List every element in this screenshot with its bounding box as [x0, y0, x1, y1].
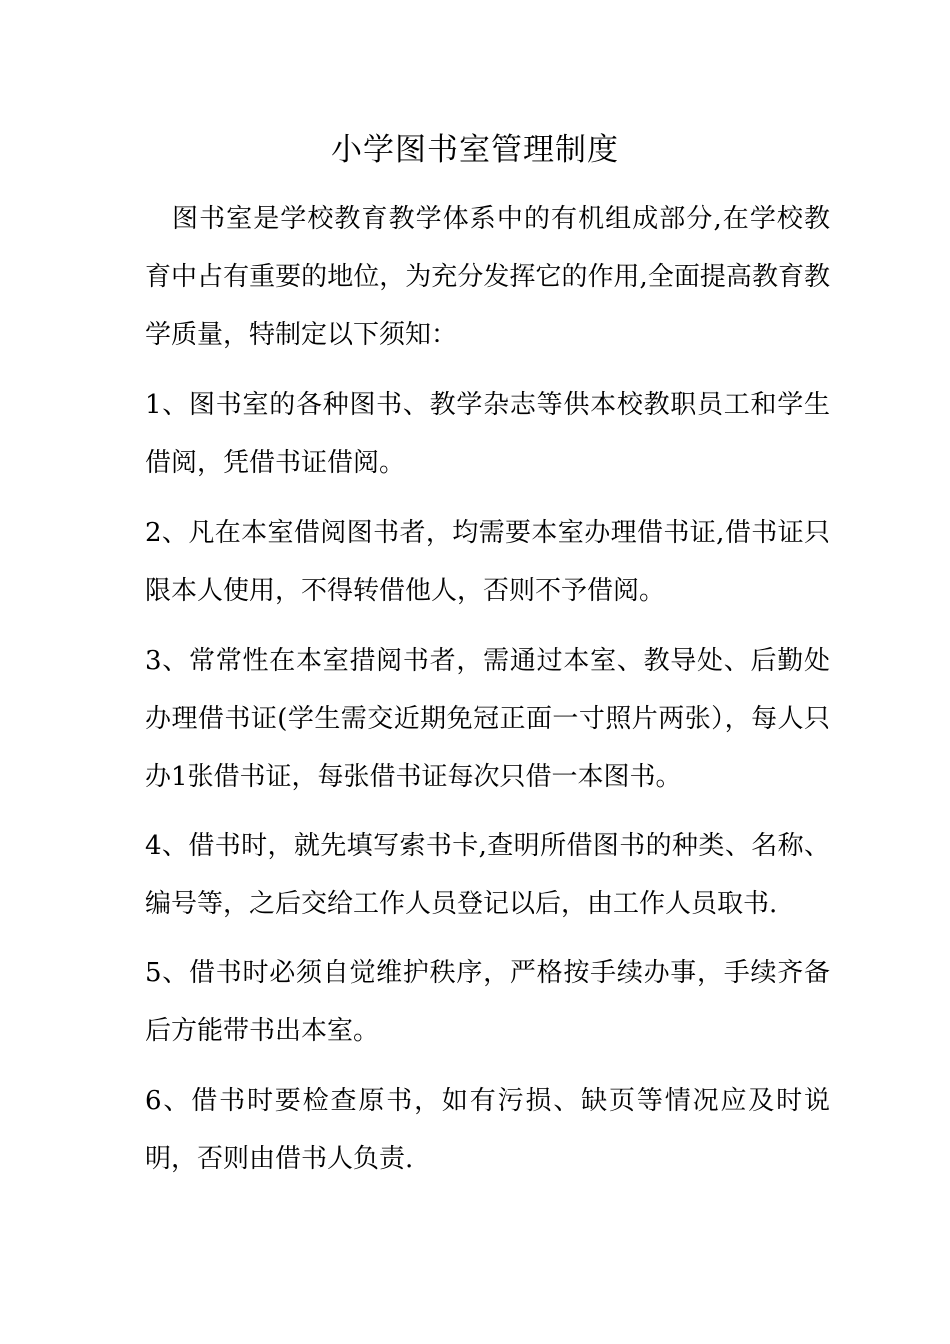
- page-title: 小学图书室管理制度: [331, 132, 619, 168]
- rule-1-paragraph: 1、图书室的各种图书、教学杂志等供本校教职员工和学生借阅，凭借书证借阅。: [145, 390, 830, 478]
- intro-paragraph: 图书室是学校教育教学体系中的有机组成部分,在学校教育中占有重要的地位，为充分发挥它的作用,全面提高教育教学质量，特制定以下须知：: [145, 204, 830, 350]
- rule-3-paragraph: 3、常常性在本室措阅书者，需通过本室、教导处、后勤处办理借书证(学生需交近期免冠正面一寸照片两张），每人只办1张借书证，每张借书证每次只借一本图书。: [145, 646, 830, 792]
- rule-5-paragraph: 5、借书时必须自觉维护秩序，严格按手续办事，手续齐备后方能带书出本室。: [145, 958, 830, 1046]
- rule-4-paragraph: 4、借书时，就先填写索书卡,查明所借图书的种类、名称、编号等，之后交给工作人员登记以后，由工作人员取书.: [145, 831, 830, 919]
- rule-2-paragraph: 2、凡在本室借阅图书者，均需要本室办理借书证,借书证只限本人使用，不得转借他人，否则不予借阅。: [145, 518, 830, 606]
- rule-6-paragraph: 6、借书时要检查原书，如有污损、缺页等情况应及时说明，否则由借书人负责.: [145, 1086, 830, 1174]
